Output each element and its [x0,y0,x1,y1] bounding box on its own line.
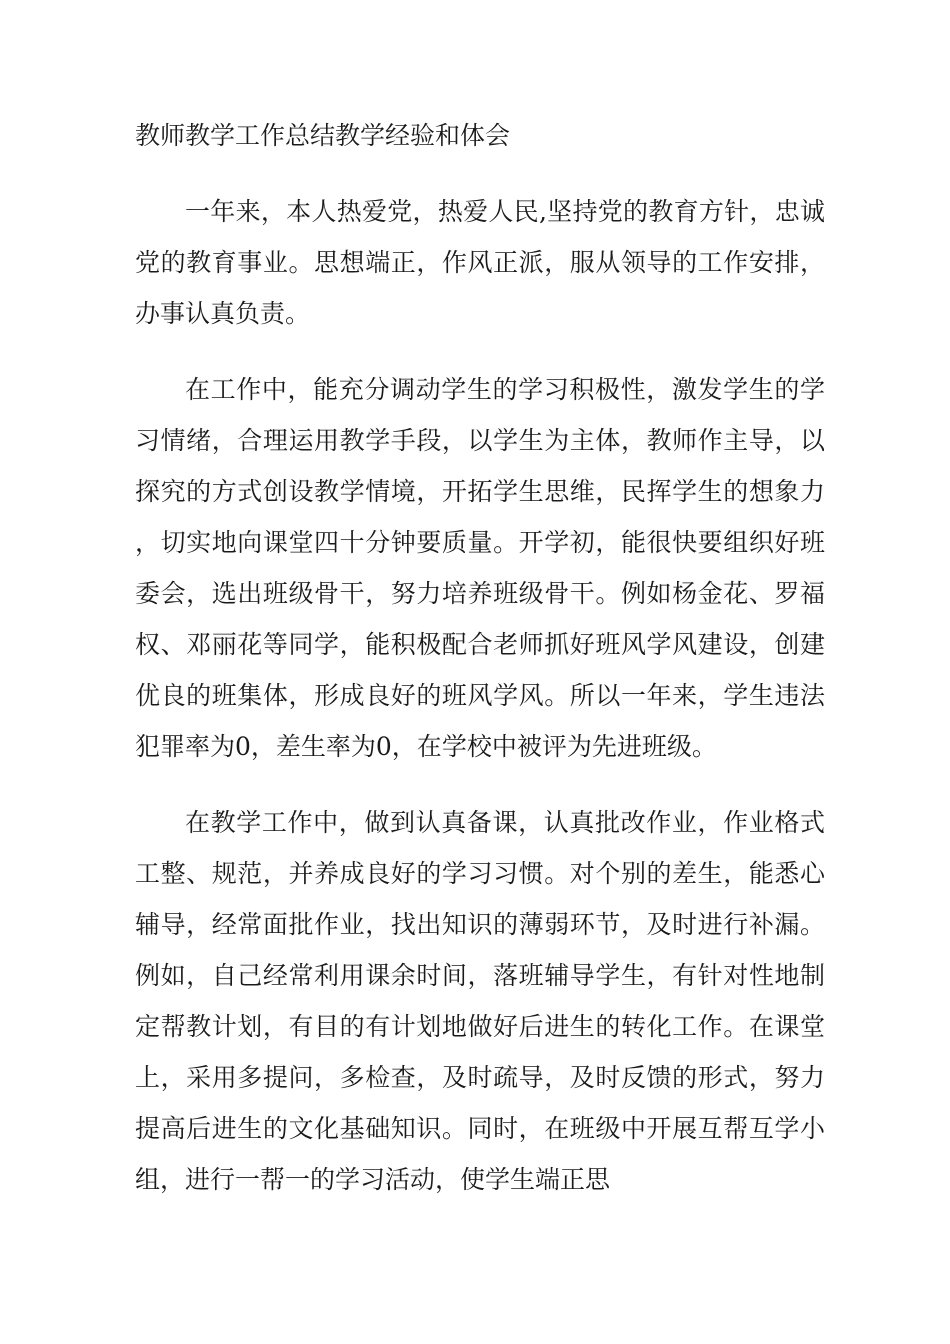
paragraph-1: 一年来，本人热爱党，热爱人民,坚持党的教育方针，忠诚党的教育事业。思想端正，作风正派，服从领导的工作安排，办事认真负责。 [135,197,825,328]
document-title: 教师教学工作总结教学经验和体会 [135,121,511,150]
paragraph-3: 在教学工作中，做到认真备课，认真批改作业，作业格式工整、规范，并养成良好的学习习惯。对个别的差生，能悉心辅导，经常面批作业，找出知识的薄弱环节，及时进行补漏。例如，自己经常利用课余时间，落班辅导学生，有针对性地制定帮教计划，有目的有计划地做好后进生的转化工作。在课堂上，采用多提问，多检查，及时疏导，及时反馈的形式，努力提高后进生的文化基础知识。同时，在班级中开展互帮互学小组，进行一帮一的学习活动，使学生端正思 [135,808,825,1194]
paragraph-2: 在工作中，能充分调动学生的学习积极性，激发学生的学习情绪，合理运用教学手段，以学生为主体，教师作主导，以探究的方式创设教学情境，开拓学生思维，民挥学生的想象力，切实地向课堂四十分钟要质量。开学初，能很快要组织好班委会，选出班级骨干，努力培养班级骨干。例如杨金花、罗福权、邓丽花等同学，能积极配合老师抓好班风学风建设，创建优良的班集体，形成良好的班风学风。所以一年来，学生违法犯罪率为0，差生率为0，在学校中被评为先进班级。 [135,375,825,761]
document-body [135,110,825,1230]
